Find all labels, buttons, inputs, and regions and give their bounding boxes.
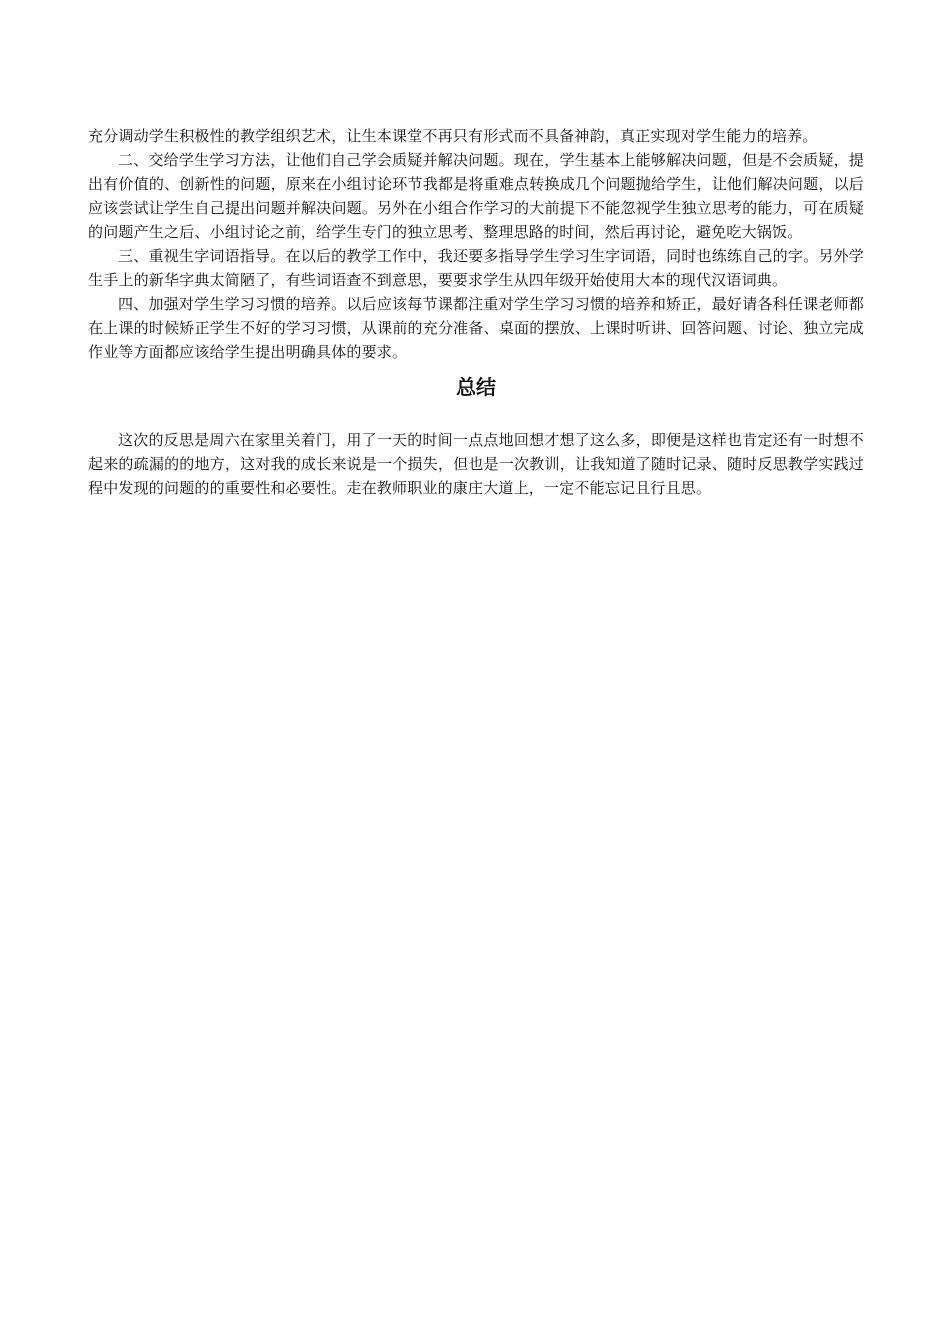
document-body (88, 124, 864, 500)
paragraph-study-methods: 二、交给学生学习方法，让他们自己学会质疑并解决问题。现在，学生基本上能够解决问题，但是不会质疑，提出有价值的、创新性的问题，原来在小组讨论环节我都是将重难点转换成几个问题抛给学生，让他们解决问题，以后应该尝试让学生自己提出问题并解决问题。另外在小组合作学习的大前提下不能忽视学生独立思考的能力，可在质疑的问题产生之后、小组讨论之前，给学生专门的独立思考、整理思路的时间，然后再讨论，避免吃大锅饭。 (88, 151, 864, 241)
continued-paragraph: 充分调动学生积极性的教学组织艺术，让生本课堂不再只有形式而不具备神韵，真正实现对学生能力的培养。 (88, 127, 818, 145)
paragraph-study-habits: 四、加强对学生学习习惯的培养。以后应该每节课都注重对学生学习习惯的培养和矫正，最好请各科任课老师都在上课的时候矫正学生不好的学习习惯，从课前的充分准备、桌面的摆放、上课时听讲、回答问题、讨论、独立完成作业等方面都应该给学生提出明确具体的要求。 (88, 295, 864, 361)
summary-heading: 总结 (456, 375, 496, 399)
summary-paragraph: 这次的反思是周六在家里关着门，用了一天的时间一点点地回想才想了这么多，即便是这样也肯定还有一时想不起来的疏漏的的地方，这对我的成长来说是一个损失，但也是一次教训，让我知道了随时记录、随时反思教学实践过程中发现的问题的的重要性和必要性。走在教师职业的康庄大道上，一定不能忘记且行且思。 (88, 431, 864, 497)
paragraph-vocabulary-guidance: 三、重视生字词语指导。在以后的教学工作中，我还要多指导学生学习生字词语，同时也练练自己的字。另外学生手上的新华字典太简陋了，有些词语查不到意思，要要求学生从四年级开始使用大本的现代汉语词典。 (88, 247, 864, 289)
